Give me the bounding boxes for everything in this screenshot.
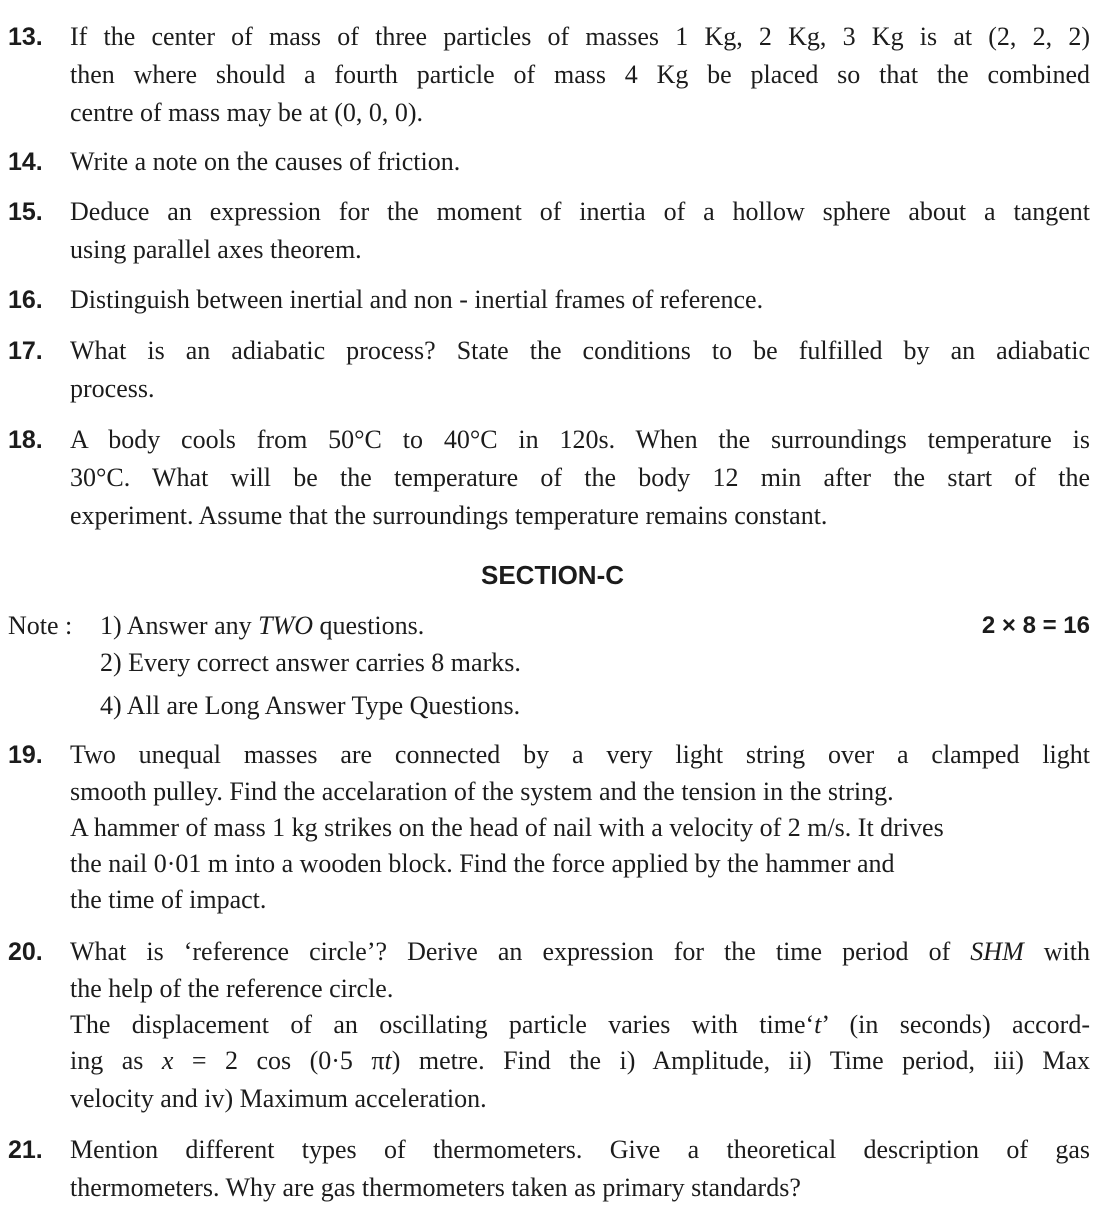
question-number: 19. bbox=[8, 741, 43, 769]
question-text-line bbox=[70, 1006, 1090, 1042]
question-14 bbox=[8, 143, 1090, 181]
marks-scheme: 2 × 8 = 16 bbox=[981, 612, 1090, 639]
note-item-1-text-b: questions. bbox=[313, 611, 425, 640]
question-text-line: the nail 0·01 m into a wooden block. Find the force applied by the hammer and bbox=[70, 849, 895, 878]
question-18 bbox=[8, 421, 1090, 535]
text-segment: with bbox=[1023, 937, 1091, 966]
question-number: 14. bbox=[8, 148, 43, 176]
question-text-line: the help of the reference circle. bbox=[70, 974, 394, 1003]
question-text-line: experiment. Assume that the surroundings temperature remains constant. bbox=[70, 501, 828, 530]
question-text-line: velocity and iv) Maximum acceleration. bbox=[70, 1084, 487, 1113]
question-15 bbox=[8, 193, 1090, 269]
text-emphasis: x bbox=[161, 1046, 174, 1075]
question-text-line: If the center of mass of three particles of masses 1 Kg, 2 Kg, 3 Kg is at (2, 2, 2) bbox=[70, 22, 1090, 51]
question-16 bbox=[8, 281, 1090, 319]
question-number: 17. bbox=[8, 337, 43, 365]
question-number: 20. bbox=[8, 938, 43, 966]
question-19 bbox=[8, 736, 1090, 917]
text-emphasis: SHM bbox=[970, 937, 1024, 966]
question-text-line: smooth pulley. Find the accelaration of the system and the tension in the string. bbox=[70, 777, 894, 806]
question-text-line: A hammer of mass 1 kg strikes on the head of nail with a velocity of 2 m/s. It drives bbox=[70, 813, 944, 842]
question-text-line: thermometers. Why are gas thermometers taken as primary standards? bbox=[70, 1173, 801, 1202]
question-text-line: Write a note on the causes of friction. bbox=[70, 147, 461, 176]
note-item-1 bbox=[100, 607, 424, 645]
question-text-line: process. bbox=[70, 374, 155, 403]
question-number: 18. bbox=[8, 426, 43, 454]
text-segment: ing as bbox=[70, 1046, 162, 1075]
question-number: 13. bbox=[8, 23, 43, 51]
note-item-1-emphasis: TWO bbox=[258, 611, 314, 640]
text-segment: What is ‘reference circle’? Derive an expression for the time period of bbox=[70, 937, 971, 966]
note-item-3: 4) All are Long Answer Type Questions. bbox=[100, 691, 521, 720]
text-segment: = 2 cos (0·5 π bbox=[173, 1046, 385, 1075]
text-segment: ) metre. Find the i) Amplitude, ii) Time period, iii) Max bbox=[391, 1046, 1091, 1075]
text-emphasis: t bbox=[814, 1010, 822, 1039]
question-17 bbox=[8, 332, 1090, 408]
text-segment: The displacement of an oscillating particle varies with time‘ bbox=[70, 1010, 815, 1039]
question-number: 16. bbox=[8, 286, 43, 314]
section-title: SECTION-C bbox=[481, 560, 624, 590]
question-text-line: using parallel axes theorem. bbox=[70, 235, 362, 264]
note-label: Note : bbox=[8, 611, 73, 640]
section-note bbox=[8, 607, 1090, 727]
question-13 bbox=[8, 18, 1090, 132]
question-text-line: centre of mass may be at (0, 0, 0). bbox=[70, 98, 424, 127]
question-text-line: Deduce an expression for the moment of inertia of a hollow sphere about a tangent bbox=[70, 197, 1090, 226]
question-text-line: A body cools from 50°C to 40°C in 120s. When the surroundings temperature is bbox=[70, 425, 1090, 454]
question-text-line bbox=[70, 933, 1090, 970]
note-item-2: 2) Every correct answer carries 8 marks. bbox=[100, 648, 521, 677]
question-21 bbox=[8, 1131, 1090, 1207]
question-text-line: What is an adiabatic process? State the conditions to be fulfilled by an adiabatic bbox=[70, 336, 1090, 365]
question-text-line bbox=[70, 1042, 1090, 1080]
question-text-line: the time of impact. bbox=[70, 885, 267, 914]
question-text-line: Distinguish between inertial and non - inertial frames of reference. bbox=[70, 285, 764, 314]
question-20 bbox=[8, 933, 1090, 1116]
question-text-line: 30°C. What will be the temperature of the body 12 min after the start of the bbox=[70, 463, 1090, 492]
question-number: 21. bbox=[8, 1136, 43, 1164]
note-item-1-text-a: 1) Answer any bbox=[100, 611, 259, 640]
text-segment: ’ (in seconds) accord- bbox=[821, 1010, 1090, 1039]
question-text-line: Two unequal masses are connected by a very light string over a clamped light bbox=[70, 740, 1090, 769]
question-text-line: then where should a fourth particle of mass 4 Kg be placed so that the combined bbox=[70, 60, 1090, 89]
text-emphasis: t bbox=[384, 1046, 392, 1075]
question-text-line: Mention different types of thermometers. Give a theoretical description of gas bbox=[70, 1135, 1090, 1164]
question-number: 15. bbox=[8, 198, 43, 226]
